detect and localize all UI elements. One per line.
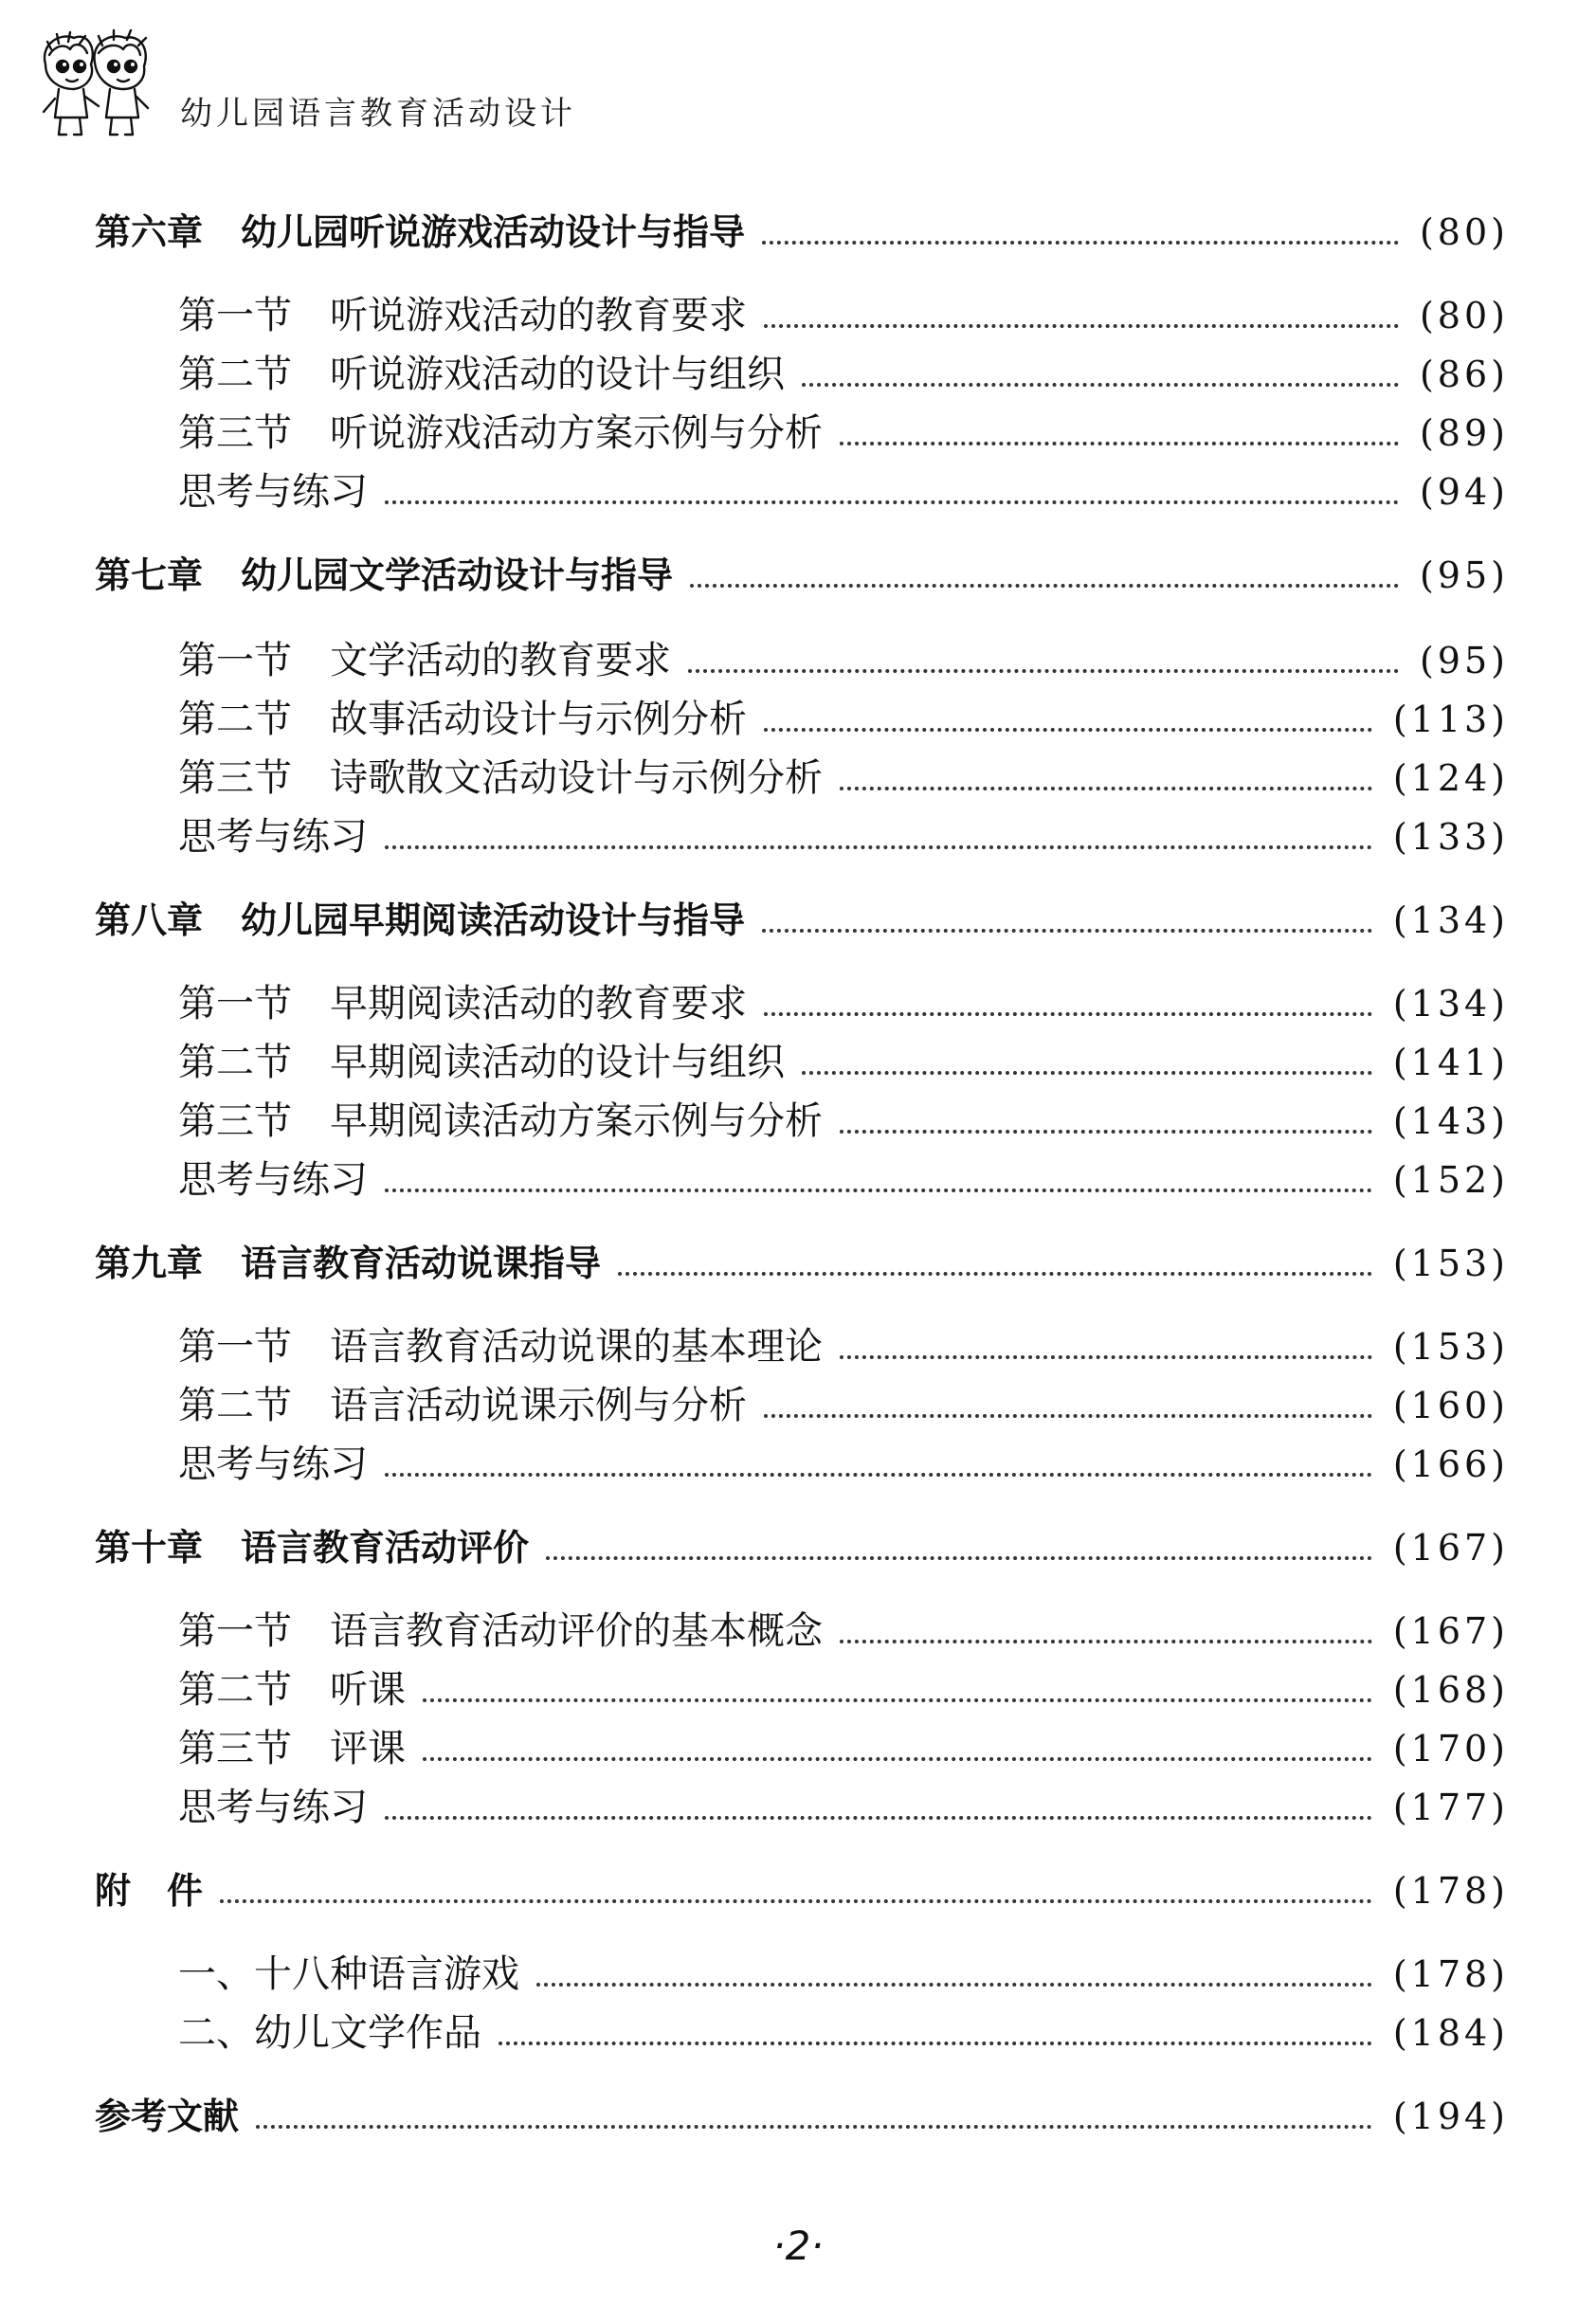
toc-entry-page: (134)	[1392, 899, 1509, 941]
dot-leader	[546, 1556, 1372, 1560]
dot-leader	[840, 1130, 1372, 1134]
toc-entry-number: 第二节	[178, 353, 292, 396]
toc-section-entry[interactable]	[178, 1782, 1509, 1833]
toc-entry-page: (178)	[1392, 1870, 1509, 1912]
toc-section-entry[interactable]	[178, 1037, 1509, 1088]
toc-entry-page: (80)	[1419, 295, 1509, 336]
toc-entry-number: 第一节	[178, 1325, 292, 1369]
toc-entry-label	[178, 1723, 406, 1774]
toc-entry-page: (94)	[1419, 471, 1509, 513]
toc-entry-page: (95)	[1419, 554, 1509, 596]
toc-section-entry[interactable]	[178, 1439, 1509, 1490]
toc-entry-page: (95)	[1419, 640, 1509, 681]
dot-leader	[618, 1272, 1372, 1276]
toc-chapter-entry[interactable]	[95, 1522, 1509, 1573]
toc-entry-label	[178, 978, 747, 1029]
toc-section-entry[interactable]	[178, 1096, 1509, 1147]
toc-entry-page: (153)	[1392, 1326, 1509, 1368]
dot-leader	[385, 1473, 1372, 1477]
dot-leader	[802, 1071, 1372, 1075]
toc-entry-label	[178, 1321, 823, 1372]
toc-entry-page: (153)	[1392, 1243, 1509, 1284]
toc-entry-title: 诗歌散文活动设计与示例分析	[330, 756, 823, 800]
toc-entry-title: 幼儿园文学活动设计与指导	[241, 554, 674, 596]
toc-chapter-entry[interactable]	[95, 1238, 1509, 1289]
dot-leader	[840, 787, 1372, 790]
toc-entry-number: 第八章	[95, 899, 204, 941]
toc-entry-label	[178, 1037, 785, 1088]
toc-entry-page: (89)	[1419, 412, 1509, 454]
toc-section-entry[interactable]	[178, 290, 1509, 341]
toc-entry-number: 第二节	[178, 698, 292, 741]
toc-entry-page: (166)	[1392, 1443, 1509, 1485]
dot-leader	[762, 929, 1372, 933]
toc-section-entry[interactable]	[178, 1154, 1509, 1206]
toc-entry-page: (133)	[1392, 816, 1509, 858]
toc-entry-label	[95, 550, 673, 601]
toc-entry-title: 幼儿园听说游戏活动设计与指导	[241, 211, 746, 253]
toc-entry-label	[178, 1606, 823, 1657]
dot-leader	[840, 442, 1399, 445]
toc-entry-title: 一、十八种语言游戏	[178, 1952, 519, 1996]
toc-entry-label	[178, 694, 747, 745]
toc-section-entry[interactable]	[178, 1380, 1509, 1431]
dot-leader	[423, 1698, 1372, 1702]
toc-chapter-entry[interactable]	[95, 207, 1509, 258]
toc-entry-page: (152)	[1392, 1159, 1509, 1201]
toc-entry-title: 思考与练习	[178, 470, 368, 514]
toc-entry-label	[178, 1096, 823, 1147]
dot-leader	[385, 1816, 1372, 1820]
toc-entry-number: 第六章	[95, 211, 204, 253]
toc-entry-page: (178)	[1392, 1953, 1509, 1995]
dot-leader	[762, 241, 1399, 245]
toc-entry-title: 思考与练习	[178, 815, 368, 859]
toc-entry-label	[178, 349, 785, 400]
toc-entry-number: 第二节	[178, 1668, 292, 1712]
toc-entry-label	[178, 635, 671, 686]
toc-entry-number: 第三节	[178, 411, 292, 455]
dot-leader	[764, 324, 1399, 328]
toc-entry-title: 听课	[330, 1668, 406, 1712]
toc-entry-label	[178, 466, 368, 517]
toc-entry-label	[178, 290, 747, 341]
toc-section-entry[interactable]	[178, 694, 1509, 745]
toc-entry-title: 早期阅读活动方案示例与分析	[330, 1099, 823, 1143]
toc-chapter-entry[interactable]	[95, 895, 1509, 946]
toc-entry-title: 听说游戏活动的设计与组织	[330, 353, 785, 396]
toc-entry-label	[95, 1865, 203, 1916]
toc-entry-title: 语言教育活动说课指导	[241, 1243, 602, 1284]
dot-leader	[423, 1757, 1372, 1761]
dot-leader	[385, 845, 1372, 849]
toc-section-entry[interactable]	[178, 753, 1509, 804]
toc-entry-title: 幼儿园早期阅读活动设计与指导	[241, 899, 746, 941]
toc-entry-title: 参考文献	[95, 2096, 240, 2137]
toc-entry-label	[95, 2091, 239, 2142]
toc-entry-page: (160)	[1392, 1385, 1509, 1426]
toc-entry-label	[178, 2007, 481, 2059]
toc-entry-number: 第二节	[178, 1041, 292, 1084]
dot-leader	[499, 2042, 1372, 2045]
toc-section-entry[interactable]	[178, 2007, 1509, 2059]
toc-entry-title: 思考与练习	[178, 1443, 368, 1486]
toc-section-entry[interactable]	[178, 1664, 1509, 1715]
toc-entry-label	[178, 1782, 368, 1833]
toc-entry-label	[178, 1664, 406, 1715]
toc-entry-title: 早期阅读活动的教育要求	[330, 982, 747, 1025]
toc-section-entry[interactable]	[178, 1321, 1509, 1372]
dot-leader	[802, 383, 1399, 387]
toc-entry-number: 第九章	[95, 1243, 204, 1284]
toc-entry-number: 第十章	[95, 1527, 204, 1569]
toc-section-entry[interactable]	[178, 349, 1509, 400]
toc-entry-number: 第一节	[178, 294, 292, 337]
running-header-title: 幼儿园语言教育活动设计	[180, 95, 576, 133]
toc-entry-title: 听说游戏活动方案示例与分析	[330, 411, 823, 455]
toc-chapter-entry[interactable]	[95, 550, 1509, 601]
toc-section-entry[interactable]	[178, 466, 1509, 517]
dot-leader	[688, 669, 1399, 673]
toc-entry-number: 第二节	[178, 1384, 292, 1427]
toc-entry-page: (113)	[1392, 699, 1509, 740]
toc-entry-title: 语言教育活动评价	[241, 1527, 530, 1569]
toc-entry-title: 思考与练习	[178, 1786, 368, 1829]
dot-leader	[385, 500, 1399, 504]
toc-section-entry[interactable]	[178, 1606, 1509, 1657]
toc-entry-page: (80)	[1419, 211, 1509, 253]
toc-entry-label	[178, 408, 823, 459]
toc-entry-label	[95, 1522, 529, 1573]
toc-entry-label	[178, 753, 823, 804]
toc-entry-page: (167)	[1392, 1527, 1509, 1569]
toc-entry-label	[95, 895, 745, 946]
dot-leader	[256, 2125, 1372, 2129]
toc-chapter-entry[interactable]	[95, 2091, 1509, 2142]
dot-leader	[840, 1355, 1372, 1359]
toc-entry-title: 听说游戏活动的教育要求	[330, 294, 747, 337]
toc-entry-page: (141)	[1392, 1042, 1509, 1083]
toc-entry-title: 语言教育活动说课的基本理论	[330, 1325, 823, 1369]
dot-leader	[764, 1012, 1372, 1016]
dot-leader	[220, 1899, 1372, 1903]
toc-entry-number: 第三节	[178, 756, 292, 800]
toc-entry-title: 语言活动说课示例与分析	[330, 1384, 747, 1427]
toc-entry-title: 文学活动的教育要求	[330, 639, 671, 682]
toc-entry-page: (86)	[1419, 354, 1509, 395]
toc-entry-label	[178, 1439, 368, 1490]
dot-leader	[536, 1983, 1372, 1987]
toc-entry-title: 语言教育活动评价的基本概念	[330, 1609, 823, 1653]
toc-entry-page: (168)	[1392, 1669, 1509, 1711]
toc-entry-number: 第一节	[178, 982, 292, 1025]
toc-entry-number: 第三节	[178, 1099, 292, 1143]
toc-entry-label	[178, 811, 368, 862]
dot-leader	[764, 728, 1372, 732]
toc-entry-number: 第一节	[178, 1609, 292, 1653]
toc-entry-label	[178, 1154, 368, 1206]
toc-entry-label	[178, 1949, 519, 2000]
dot-leader	[385, 1189, 1372, 1192]
page-number: ·2·	[772, 2223, 824, 2269]
dot-leader	[840, 1640, 1372, 1643]
toc-section-entry[interactable]	[178, 1723, 1509, 1774]
toc-entry-number: 第一节	[178, 639, 292, 682]
toc-section-entry[interactable]	[178, 978, 1509, 1029]
toc-section-entry[interactable]	[178, 811, 1509, 862]
toc-entry-label	[178, 1380, 747, 1431]
toc-entry-title: 评课	[330, 1727, 406, 1770]
toc-entry-page: (124)	[1392, 757, 1509, 799]
toc-entry-title: 早期阅读活动的设计与组织	[330, 1041, 785, 1084]
toc-section-entry[interactable]	[178, 1949, 1509, 2000]
toc-entry-label	[95, 207, 745, 258]
toc-chapter-entry[interactable]	[95, 1865, 1509, 1916]
dot-leader	[764, 1414, 1372, 1418]
toc-entry-page: (167)	[1392, 1610, 1509, 1652]
toc-entry-title: 故事活动设计与示例分析	[330, 698, 747, 741]
toc-section-entry[interactable]	[178, 408, 1509, 459]
toc-entry-page: (170)	[1392, 1728, 1509, 1770]
toc-entry-page: (194)	[1392, 2096, 1509, 2137]
toc-entry-number: 第七章	[95, 554, 204, 596]
toc-entry-page: (177)	[1392, 1787, 1509, 1828]
toc-entry-page: (184)	[1392, 2012, 1509, 2054]
toc-section-entry[interactable]	[178, 635, 1509, 686]
toc-entry-number: 第三节	[178, 1727, 292, 1770]
toc-entry-label	[95, 1238, 601, 1289]
toc-entry-page: (143)	[1392, 1100, 1509, 1142]
toc-entry-page: (134)	[1392, 983, 1509, 1025]
toc-entry-title: 思考与练习	[178, 1158, 368, 1202]
toc-entry-title: 附 件	[95, 1870, 204, 1912]
toc-entry-title: 二、幼儿文学作品	[178, 2011, 481, 2055]
dot-leader	[690, 584, 1399, 588]
